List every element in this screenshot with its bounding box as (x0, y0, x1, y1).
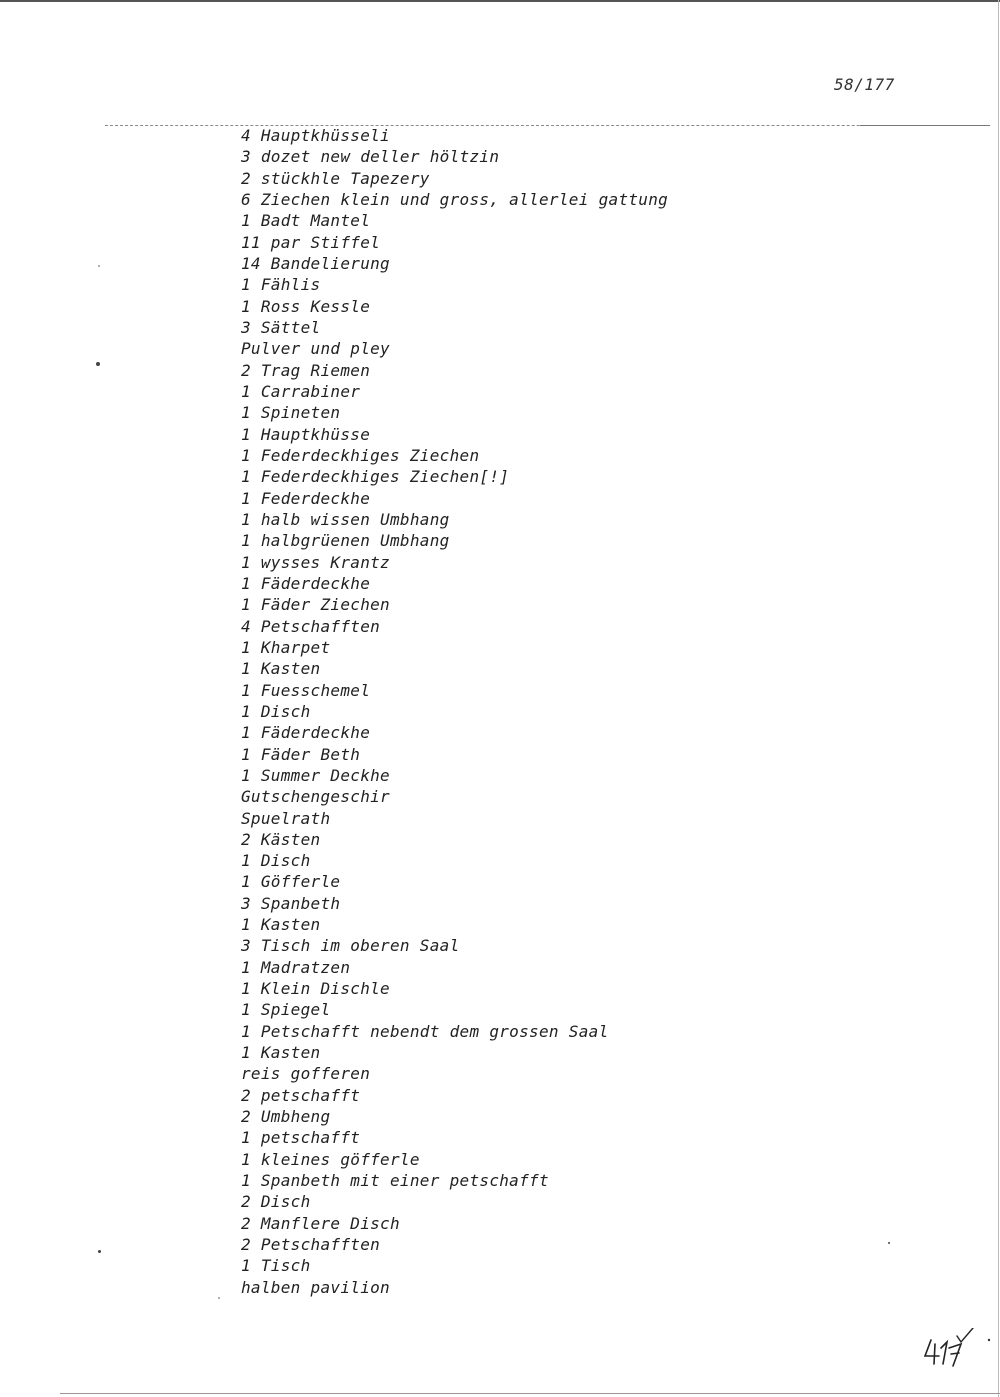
inventory-line: 1 petschafft (241, 1128, 361, 1148)
scan-speck (98, 265, 100, 267)
inventory-line: 1 Fählis (241, 275, 321, 295)
inventory-line: 1 Kharpet (241, 637, 331, 657)
inventory-line: 1 halb wissen Umbhang (241, 509, 450, 529)
inventory-line: 1 Madratzen (241, 957, 351, 977)
inventory-line: 1 Disch (241, 851, 311, 871)
inventory-line: 2 Kästen (241, 829, 321, 849)
inventory-line: 1 Klein Dischle (241, 979, 390, 999)
scan-bottom-edge (60, 1393, 1000, 1394)
inventory-line: 11 par Stiffel (241, 232, 381, 252)
header-rule-segment (860, 125, 990, 126)
inventory-line: 1 Fäderdeckhe (241, 573, 371, 593)
inventory-line: 2 Trag Riemen (241, 360, 371, 380)
inventory-line: 1 Carrabiner (241, 381, 361, 401)
inventory-line: 1 Fuesschemel (241, 680, 371, 700)
inventory-line: 1 Summer Deckhe (241, 765, 390, 785)
inventory-line: 1 halbgrüenen Umbhang (241, 531, 450, 551)
inventory-line: 1 Petschafft nebendt dem grossen Saal (241, 1021, 609, 1041)
scan-top-edge (0, 0, 1000, 2)
inventory-line: 2 stückhle Tapezery (241, 168, 430, 188)
handwritten-folio-mark (921, 1328, 991, 1388)
inventory-line: 1 Ross Kessle (241, 296, 371, 316)
inventory-line: 1 Göfferle (241, 872, 341, 892)
inventory-line: 1 Fäder Beth (241, 744, 361, 764)
inventory-line: Pulver und pley (241, 339, 390, 359)
scan-speck (96, 362, 100, 366)
inventory-line: 14 Bandelierung (241, 253, 390, 273)
inventory-line: 1 Spanbeth mit einer petschafft (241, 1171, 549, 1191)
inventory-line: 3 Sättel (241, 317, 321, 337)
inventory-line: 1 Federdeckhiges Ziechen (241, 445, 480, 465)
inventory-line: 1 Fäder Ziechen (241, 595, 390, 615)
inventory-line: 1 Tisch (241, 1256, 311, 1276)
scan-speck (218, 1297, 220, 1299)
inventory-line: 4 Petschafften (241, 616, 381, 636)
inventory-line: 1 Disch (241, 701, 311, 721)
scan-speck (98, 1250, 101, 1253)
inventory-line: 1 wysses Krantz (241, 552, 390, 572)
inventory-list (241, 125, 668, 1298)
inventory-line: 2 Disch (241, 1192, 311, 1212)
inventory-line: 4 Hauptkhüsseli (241, 126, 390, 145)
inventory-line: 1 Fäderdeckhe (241, 723, 371, 743)
inventory-line: 2 Petschafften (241, 1235, 381, 1255)
scan-right-edge (998, 0, 999, 1397)
inventory-line: 1 kleines göfferle (241, 1149, 420, 1169)
inventory-line: 1 Hauptkhüsse (241, 424, 371, 444)
inventory-line: reis gofferen (241, 1064, 371, 1084)
inventory-line: 3 Tisch im oberen Saal (241, 936, 460, 956)
inventory-line: 1 Spineten (241, 403, 341, 423)
inventory-line: 2 Manflere Disch (241, 1213, 400, 1233)
inventory-line: Spuelrath (241, 808, 331, 828)
scan-speck (888, 1242, 890, 1244)
inventory-line: Gutschengeschir (241, 787, 390, 807)
inventory-line: 1 Spiegel (241, 1000, 331, 1020)
inventory-line: 3 Spanbeth (241, 893, 341, 913)
inventory-line: 1 Federdeckhe (241, 488, 371, 508)
inventory-line: halben pavilion (241, 1277, 390, 1297)
inventory-line: 6 Ziechen klein und gross, allerlei gattung (241, 189, 669, 209)
inventory-line: 3 dozet new deller höltzin (241, 147, 500, 167)
inventory-line: 1 Kasten (241, 659, 321, 679)
inventory-line: 1 Federdeckhiges Ziechen[!] (241, 467, 510, 487)
inventory-line: 1 Badt Mantel (241, 211, 371, 231)
inventory-line: 1 Kasten (241, 915, 321, 935)
inventory-line: 1 Kasten (241, 1043, 321, 1063)
page-number: 58/177 (834, 75, 895, 94)
inventory-line: 2 Umbheng (241, 1107, 331, 1127)
inventory-line: 2 petschafft (241, 1085, 361, 1105)
